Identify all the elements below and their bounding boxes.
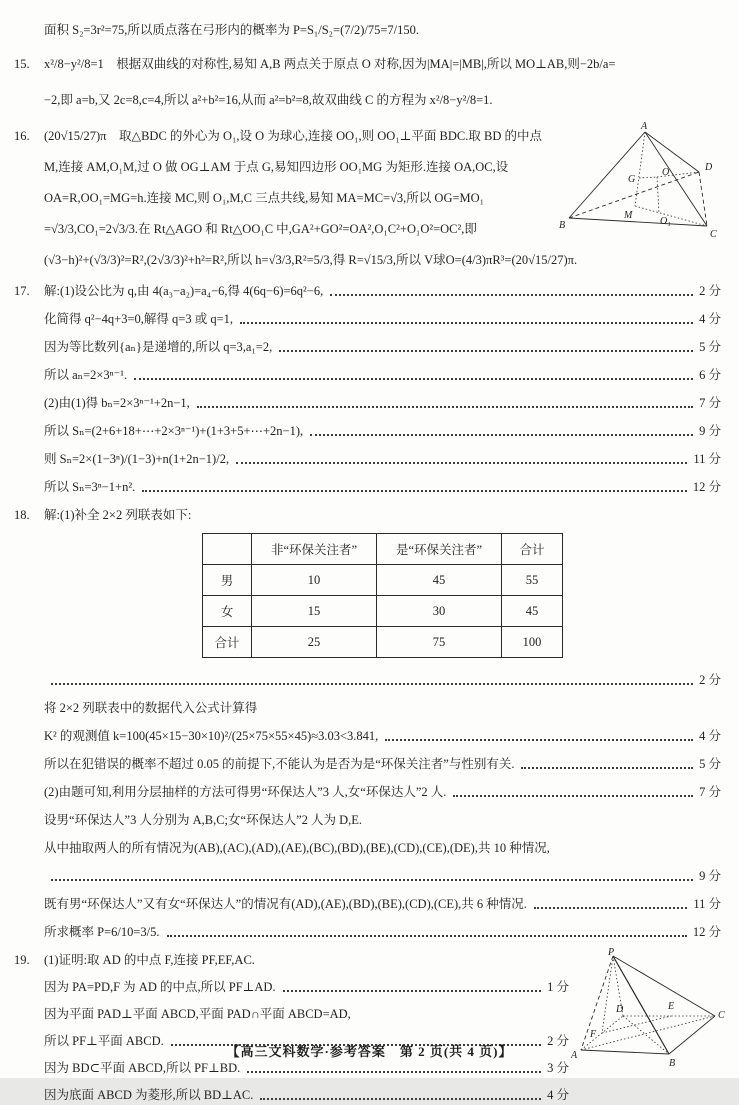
table-row [203,627,563,658]
answer-line [14,449,721,469]
line-text: 化简得 q²−4q+3=0,解得 q=3 或 q=1, [44,312,233,326]
answer-line [14,754,721,774]
dotted-leader [142,490,687,492]
answer-section-18 [14,505,721,942]
score-label: 11 分 [693,452,721,466]
dotted-leader [260,1098,541,1100]
content [14,20,725,1105]
problem-number: 19. [14,953,30,967]
score-label: 2 分 [699,673,721,687]
line-text: 解:(1)补全 2×2 列联表如下: [44,508,192,522]
line-text: =√3/3,CO₁=2√3/3.在 Rt△AGO 和 Rt△OO₁C 中,GA²+GO²=OA²,O₁C²+O₁O²=OC²,即 [44,222,477,236]
score-label: 7 分 [699,396,721,410]
table-header-row [203,534,563,565]
score-label: 4 分 [547,1088,569,1102]
line-text: 因为底面 ABCD 为菱形,所以 BD⊥AC. [44,1088,254,1102]
vertex-label-m: M [624,210,633,221]
line-text: 因为 PA=PD,F 为 AD 的中点,所以 PF⊥AD. [44,980,276,994]
score-label: 1 分 [547,980,569,994]
dotted-leader [534,907,687,909]
answer-section-17 [14,281,721,497]
score-label: 9 分 [699,869,721,883]
table-cell: 30 [377,596,502,627]
answer-line [14,393,721,413]
answer-line [14,1004,569,1024]
line-text: OA=R,OO₁=MG=h.连接 MC,则 O₁,M,C 三点共线,易知 MA=MC=√3,所以 OG=MO₁ [44,191,485,205]
vertex-label-f: F [590,1029,597,1040]
score-label: 6 分 [699,368,721,382]
vertex-label-b: B [669,1058,676,1069]
table-row [203,596,563,627]
figure-19-edges [581,956,715,1054]
score-label: 2 分 [699,284,721,298]
figure-16-tetrahedron [559,120,727,246]
contingency-table [202,533,563,658]
answer-section-14 [14,20,721,40]
vertex-label-a: A [571,1050,578,1061]
dotted-leader [521,767,693,769]
line-text: 所以 Sₙ=(2+6+18+⋯+2×3ⁿ⁻¹)+(1+3+5+⋯+2n−1), [44,424,304,438]
vertex-label-d: D [616,1004,624,1015]
table-row [203,565,563,596]
problem-number: 18. [14,508,30,522]
table-cell: 55 [502,565,563,596]
score-label: 7 分 [699,785,721,799]
figure-16-edges [569,132,707,226]
score-label: 4 分 [699,729,721,743]
answer-line [14,365,721,385]
line-text: 所以 Sₙ=3ⁿ−1+n². [44,480,136,494]
score-label: 11 分 [693,897,721,911]
line-text: (2)由题可知,利用分层抽样的方法可得男“环保达人”3 人,女“环保达人”2 人. [44,785,447,799]
answer-line [14,281,721,301]
line-text: 从中抽取两人的所有情况为(AB),(AC),(AD),(AE),(BC),(BD),(BE),(CD),(CE),(DE),共 10 种情况, [44,841,550,855]
answer-line [14,810,721,830]
dotted-leader [385,739,693,741]
line-text: 所以 PF⊥平面 ABCD. [44,1034,164,1048]
table-header-cell: 合计 [502,534,563,565]
problem-number: 15. [14,57,30,71]
line-text: K² 的观测值 k=100(45×15−30×10)²/(25×75×55×45)≈3.03<3.841, [44,729,379,743]
contingency-table-wrap [202,533,721,658]
answer-line [14,20,721,40]
line-text: (1)证明:取 AD 的中点 F,连接 PF,EF,AC. [44,953,255,967]
line-text: 因为等比数列{aₙ}是递增的,所以 q=3,a₁=2, [44,340,273,354]
table-cell: 100 [502,627,563,658]
table-cell: 45 [502,596,563,627]
answer-line [14,421,721,441]
answer-line [14,698,721,718]
problem-number: 17. [14,284,30,298]
line-text: 既有男“环保达人”又有女“环保达人”的情况有(AD),(AE),(BD),(BE),(CD),(CE),共 6 种情况. [44,897,527,911]
table-header-cell [203,534,252,565]
table-cell: 10 [252,565,377,596]
dotted-leader [236,462,687,464]
table-cell: 45 [377,565,502,596]
answer-line [14,1085,569,1105]
figure-16-svg [559,120,727,242]
line-text: 所以 aₙ=2×3ⁿ⁻¹. [44,368,128,382]
line-text: (20√15/27)π 取△BDC 的外心为 O₁,设 O 为球心,连接 OO₁,则 OO₁⊥平面 BDC.取 BD 的中点 [44,129,542,143]
answer-line [14,477,721,497]
row-header-cell: 女 [203,596,252,627]
dotted-leader [51,879,693,881]
answer-line [14,90,721,110]
answer-line [14,188,553,208]
answer-line [14,309,721,329]
line-text: 则 Sₙ=2×(1−3ⁿ)/(1−3)+n(1+2n−1)/2, [44,452,230,466]
table-header-cell: 非“环保关注者” [252,534,377,565]
line-text: 因为 BD⊂平面 ABCD,所以 PF⊥BD. [44,1061,241,1075]
dotted-leader [240,322,693,324]
vertex-label-c: C [710,229,717,240]
answer-line [14,726,721,746]
row-header-cell: 男 [203,565,252,596]
score-label: 9 分 [699,424,721,438]
line-text: x²/8−y²/8=1 根据双曲线的对称性,易知 A,B 两点关于原点 O 对称,因为|MA|=|MB|,所以 MO⊥AB,则−2b/a= [44,57,616,71]
dotted-leader [134,378,693,380]
answer-line [14,782,721,802]
vertex-label-g: G [628,174,636,185]
vertex-label-b: B [559,220,566,231]
score-label: 12 分 [692,480,721,494]
line-text: −2,即 a=b,又 2c=8,c=4,所以 a²+b²=16,从而 a²=b²=8,故双曲线 C 的方程为 x²/8−y²/8=1. [44,93,493,107]
dotted-leader [330,294,693,296]
answer-line [14,922,721,942]
dotted-leader [279,350,693,352]
answer-section-19 [14,947,725,1105]
line-text: (2)由(1)得 bₙ=2×3ⁿ⁻¹+2n−1, [44,396,190,410]
line-text: 解:(1)设公比为 q,由 4(a₃−a₂)=a₄−6,得 4(6q−6)=6q²−6, [44,284,324,298]
answer-line [14,670,721,690]
answer-line [14,894,721,914]
vertex-label-d: D [705,162,713,173]
answer-line [14,1058,569,1078]
page-footer: 【高三文科数学·参考答案 第 2 页(共 4 页)】 [226,1044,513,1059]
line-text: 将 2×2 列联表中的数据代入公式计算得 [44,701,258,715]
line-text: 因为平面 PAD⊥平面 ABCD,平面 PAD∩平面 ABCD=AD, [44,1007,351,1021]
line-text: 所以在犯错误的概率不超过 0.05 的前提下,不能认为是否为是“环保关注者”与性别有关. [44,757,515,771]
vertex-label-c: C [718,1010,725,1021]
score-label: 5 分 [699,340,721,354]
table-cell: 75 [377,627,502,658]
answer-line [14,337,721,357]
vertex-label-o1: O₁ [660,216,671,227]
vertex-label-o: O [662,167,670,178]
table-cell: 15 [252,596,377,627]
line-text: M,连接 AM,O₁M,过 O 做 OG⊥AM 于点 G,易知四边形 OO₁MG 为矩形.连接 OA,OC,设 [44,160,509,174]
answer-line [14,505,721,525]
vertex-label-e: E [668,1001,675,1012]
line-text: 所求概率 P=6/10=3/5. [44,925,160,939]
vertex-label-a: A [641,121,648,132]
vertex-label-p: P [608,947,615,958]
problem-number: 16. [14,129,30,143]
score-label: 4 分 [699,312,721,326]
line-text: 面积 S₂=3r²=75,所以质点落在弓形内的概率为 P=S₁/S₂=(7/2)/75=7/150. [44,23,420,37]
dotted-leader [283,990,542,992]
answer-section-16 [14,121,721,270]
dotted-leader [51,683,693,685]
table-header-cell: 是“环保关注者” [377,534,502,565]
answer-line [14,950,569,970]
dotted-leader [453,795,693,797]
table-cell: 25 [252,627,377,658]
dotted-leader [197,406,693,408]
answer-line [14,126,553,146]
score-label: 12 分 [692,925,721,939]
answer-line [14,250,578,270]
dotted-leader [167,935,687,937]
score-label: 2 分 [547,1034,569,1048]
score-label: 3 分 [547,1061,569,1075]
line-text: 设男“环保达人”3 人分别为 A,B,C;女“环保达人”2 人为 D,E. [44,813,363,827]
row-header-cell: 合计 [203,627,252,658]
line-text: (√3−h)²+(√3/3)²=R²,(2√3/3)²+h²=R²,所以 h=√3/3,R²=5/3,得 R=√15/3,所以 V球O=(4/3)πR³=(20√15/27)π. [44,253,578,267]
dotted-leader [247,1071,541,1073]
answer-line [14,866,721,886]
answer-line [14,157,553,177]
answer-line [14,219,553,239]
answer-line [14,838,721,858]
dotted-leader [310,434,693,436]
answer-section-15 [14,54,721,110]
answer-line [14,54,721,74]
answer-line [14,977,569,997]
score-label: 5 分 [699,757,721,771]
